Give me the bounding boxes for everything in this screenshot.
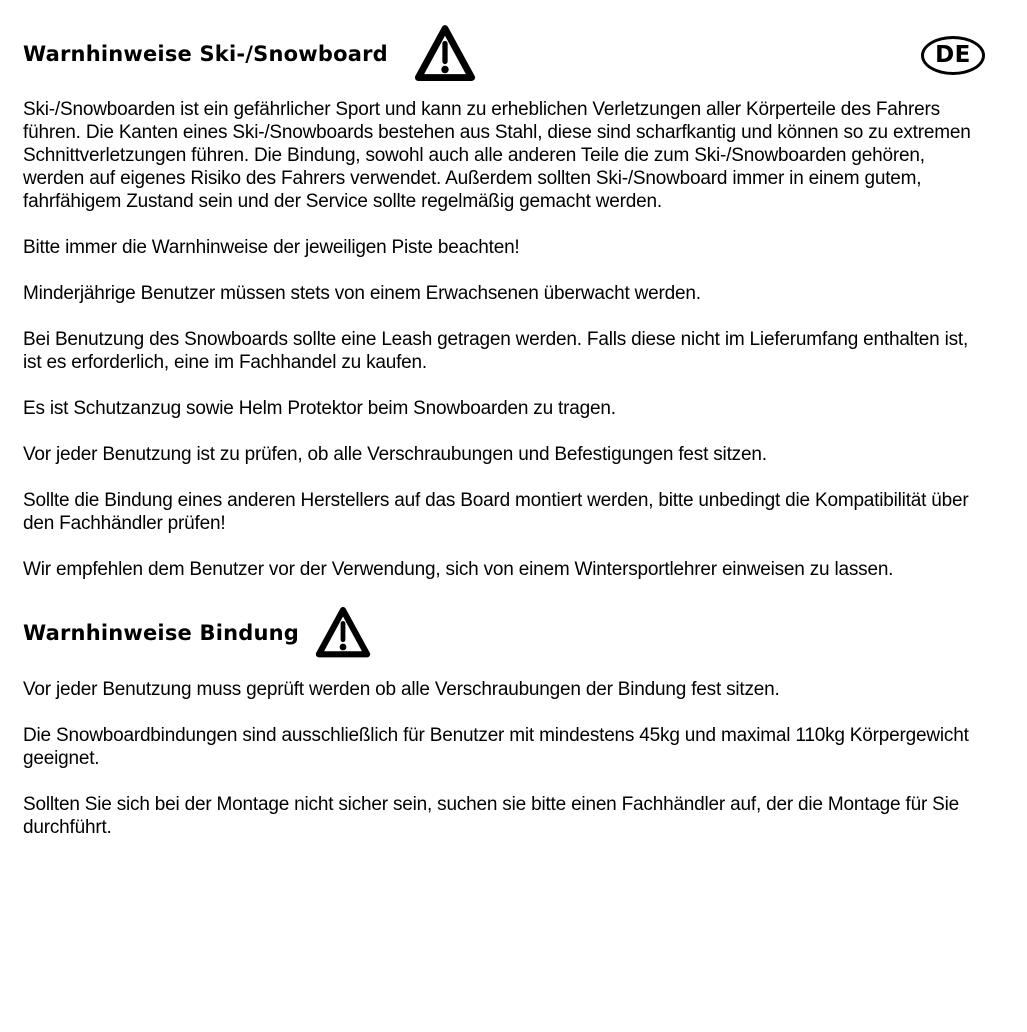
section-heading-row — [23, 22, 987, 86]
section-heading: Warnhinweise Ski-/Snowboard — [23, 42, 388, 66]
section-heading-row — [23, 604, 987, 662]
section-bindung — [23, 604, 987, 839]
paragraph: Sollten Sie sich bei der Montage nicht sicher sein, suchen sie bitte einen Fachhändler auf, der die Montage für Sie durchführt. — [23, 794, 960, 838]
language-badge-label: DE — [935, 42, 971, 68]
warning-triangle-icon — [315, 604, 371, 662]
paragraph: Die Snowboardbindungen sind ausschließlich für Benutzer mit mindestens 45kg und maximal 110kg Körpergewicht geeignet. — [23, 725, 969, 769]
paragraph: Es ist Schutzanzug sowie Helm Protektor beim Snowboarden zu tragen. — [23, 398, 616, 419]
paragraph: Wir empfehlen dem Benutzer vor der Verwendung, sich von einem Wintersportlehrer einweisen zu lassen. — [23, 559, 894, 580]
paragraph: Vor jeder Benutzung muss geprüft werden ob alle Verschraubungen der Bindung fest sitzen. — [23, 679, 780, 700]
language-badge — [921, 36, 985, 75]
paragraph: Bitte immer die Warnhinweise der jeweiligen Piste beachten! — [23, 237, 520, 258]
section-heading: Warnhinweise Bindung — [23, 621, 300, 645]
paragraph: Minderjährige Benutzer müssen stets von einem Erwachsenen überwacht werden. — [23, 283, 701, 304]
section-ski-snowboard — [23, 22, 987, 581]
warning-triangle-icon — [414, 22, 476, 86]
paragraph: Vor jeder Benutzung ist zu prüfen, ob alle Verschraubungen und Befestigungen fest sitzen. — [23, 444, 767, 465]
paragraph: Bei Benutzung des Snowboards sollte eine Leash getragen werden. Falls diese nicht im Lieferumfang enthalten ist, ist es erforderlich, eine im Fachhandel zu kaufen. — [23, 329, 969, 373]
paragraph: Sollte die Bindung eines anderen Herstellers auf das Board montiert werden, bitte unbedingt die Kompatibilität über den Fachhändler prüfen! — [23, 490, 969, 534]
paragraph: Ski-/Snowboarden ist ein gefährlicher Sport und kann zu erheblichen Verletzungen aller Körperteile des Fahrers führen. Die Kanten eines Ski-/Snowboards bestehen aus Stahl, diese sind scharfkantig und können so zu extremen Schnittverletzungen führen. Die Bindung, sowohl auch alle anderen Teile die zum Ski-/Snowboarden gehören, werden auf eigenes Risiko des Fahrers verwendet. Außerdem sollten Ski-/Snowboard immer in einem gutem, fahrfähigem Zustand sein und der Service sollte regelmäßig gemacht werden. — [23, 99, 971, 212]
